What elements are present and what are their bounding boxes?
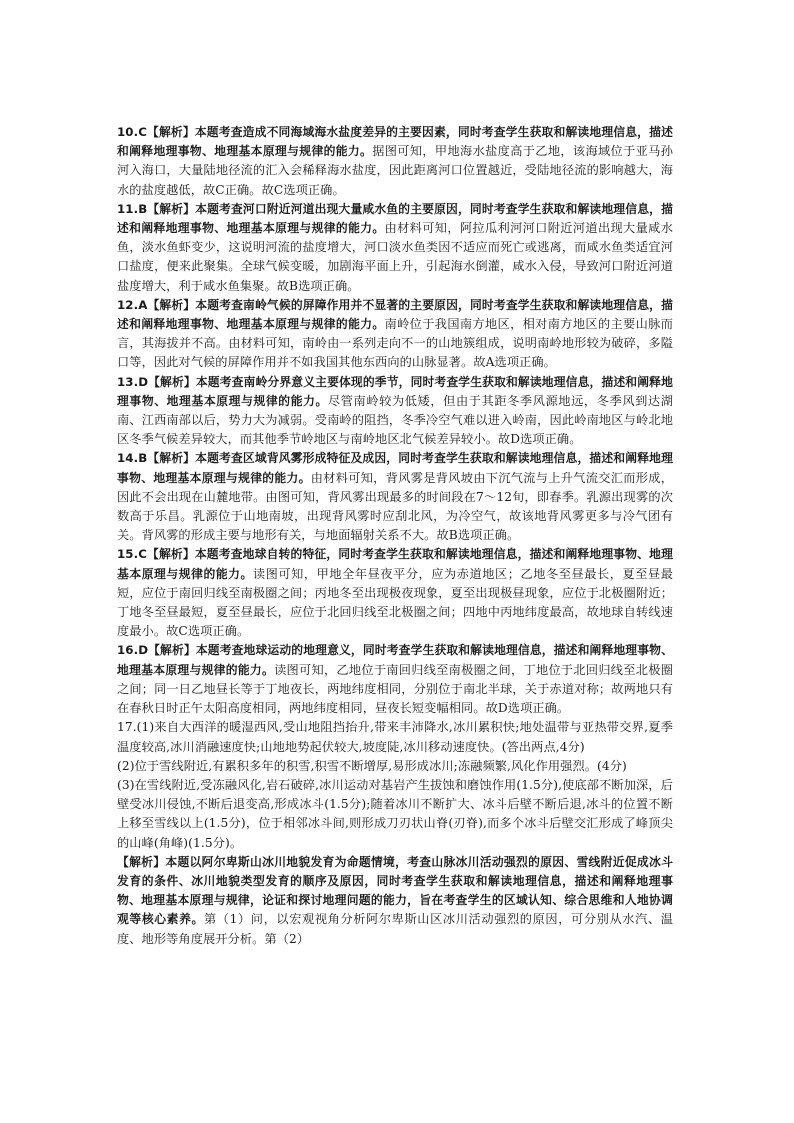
answer-17-analysis (117, 853, 673, 949)
answer-item-13 (117, 373, 673, 450)
item-head: 15.C【解析】 (117, 547, 195, 562)
item-key-point: 本题考查南岭分界意义主要体现的季节，同时考查学生获取和解读地理信息，描述和阐释地理事物、地理基本原理与规律的能力。 (117, 374, 673, 408)
item-explanation: 由材料可知，背风雾是背风坡由下沉气流与上升气流交汇而形成，因此不会出现在山麓地带。由图可知，背风雾出现最多的时间段在7～12旬，即春季。乳源出现雾的次数高于乐昌。乳源位于山地南坡，出现背风雾时应刮北风，为冷空气，故该地背风雾更多与冷气团有关。背风雾的形成主要与地形有关，与地面辐射关系不大。故B选项正确。 (117, 470, 673, 543)
item-explanation: 读图可知，乙地位于南回归线至南极圈之间，丁地位于北回归线至北极圈之间；同一日乙地昼长等于丁地夜长，两地纬度相同，分别位于南北半球，关于赤道对称；故两地只有在春秋日时正午太阳高度相同，两地纬度相同，昼夜长短变幅相同。故D选项正确。 (117, 662, 673, 716)
item-explanation: 据图可知，甲地海水盐度高于乙地，该海域位于亚马孙河入海口，大量陆地径流的汇入会稀释海水盐度，因此距离河口位置越近，受陆地径流的影响越大，海水的盐度越低，故C正确。故C选项正确。 (117, 144, 673, 197)
answer-item-11 (117, 200, 673, 296)
item-key-point: 本题考查河口附近河道出现大量咸水鱼的主要原因，同时考查学生获取和解读地理信息，描述和阐释地理事物、地理基本原理与规律的能力。 (117, 201, 673, 236)
answer-item-10 (117, 123, 673, 200)
item-key-point: 本题考查区域背风雾形成特征及成因，同时考查学生获取和解读地理信息，描述和阐释地理事物、地理基本原理与规律的能力。 (117, 451, 673, 485)
answer-item-14 (117, 449, 673, 545)
item-head: 16.D【解析】 (117, 643, 196, 658)
answer-17-part-1: 17.(1)来自大西洋的暖湿西风,受山地阻挡抬升,带来丰沛降水,冰川累积快;地处温带与亚热带交界,夏季温度较高,冰川消融速度快;山地地势起伏较大,坡度陡,冰川移动速度快。(答出两点,4分) (117, 720, 673, 754)
item-explanation: 南岭位于我国南方地区，相对南方地区的主要山脉而言，其海拔并不高。由材料可知，南岭由一系列走向不一的山地簇组成，说明南岭地形较为破碎，多隘口等，因此对气候的屏障作用并不如我国其他东西向的山脉显著。故A选项正确。 (117, 317, 673, 370)
item-key-point: 本题考查地球自转的特征，同时考查学生获取和解读地理信息，描述和阐释地理事物、地理基本原理与规律的能力。 (117, 547, 673, 581)
answer-17-part-2: (2)位于雪线附近,有累积多年的积雪,积雪不断增厚,易形成冰川;冻融频繁,风化作用强烈。(4分) (117, 758, 627, 773)
item-head: 13.D【解析】 (117, 374, 196, 389)
item-head: 11.B【解析】 (117, 201, 196, 216)
item-explanation: 由材料可知，阿拉瓜利河河口附近河道出现大量咸水鱼，淡水鱼虾变少，这说明河流的盐度增大，河口淡水鱼类因不适应而死亡或逃离，而咸水鱼类适宜河口盐度，便来此聚集。全球气候变暖，加剧海平面上升，引起海水倒灌，咸水入侵，导致河口附近河道盐度增大，利于咸水鱼集聚。故B选项正确。 (117, 221, 673, 293)
analysis-head: 【解析】 (117, 854, 166, 869)
item-head: 10.C【解析】 (117, 125, 195, 139)
item-explanation: 读图可知，甲地全年昼夜平分，应为赤道地区；乙地冬至昼最长，夏至昼最短，应位于南回归线至南极圈之间；丙地冬至出现极夜现象，夏至出现极昼现象，应位于北极圈附近；丁地冬至昼最短，夏至昼最长，应位于北回归线至北极圈之间；四地中丙地纬度最高，故地球自转线速度最小。故C选项正确。 (117, 566, 673, 639)
item-head: 12.A【解析】 (117, 297, 196, 312)
item-key-point: 本题考查地球运动的地理意义，同时考查学生获取和解读地理信息，描述和阐释地理事物、地理基本原理与规律的能力。 (117, 643, 673, 677)
item-head: 14.B【解析】 (117, 451, 196, 466)
analysis-key-point: 本题以阿尔卑斯山冰川地貌发育为命题情境，考查山脉冰川活动强烈的原因、雪线附近促成冰斗发育的条件、冰川地貌类型发育的顺序及原因，同时考查学生获取和解读地理信息，描述和阐释地理事物、地理基本原理与规律，论证和探讨地理问题的能力，旨在考查学生的区域认知、综合思维和人地协调观等核心素养。 (117, 854, 674, 927)
answer-item-15 (117, 545, 673, 641)
item-key-point: 本题考查南岭气候的屏障作用并不显著的主要原因，同时考查学生获取和解读地理信息，描述和阐释地理事物、地理基本原理与规律的能力。 (117, 297, 673, 332)
item-explanation: 尽管南岭较为低矮，但由于其距冬季风源地远，冬季风到达湖南、江西南部以后，势力大为减弱。受南岭的阻挡，冬季冷空气难以进入岭南，因此岭南地区与岭北地区冬季气候差异较大，而其他季节岭地区与南岭地区北气候差异较小。故D选项正确。 (117, 393, 674, 447)
answer-item-12 (117, 296, 673, 373)
answer-page (117, 123, 673, 949)
answer-item-16 (117, 641, 673, 718)
answer-17-part-3: (3)在雪线附近,受冻融风化,岩石破碎,冰川运动对基岩产生拔蚀和磨蚀作用(1.5分),使底部不断加深，后壁受冰川侵蚀,不断后退变高,形成冰斗(1.5分);随着冰川不断扩大、冰斗后壁不断后退,冰斗的位置不断上移至雪线以上(1.5分)，位于相邻冰斗间,则形成刀刃状山脊(刃脊),而多个冰斗后壁交汇形成了峰顶尖的山峰(角峰)(1.5分)。 (117, 777, 673, 850)
item-key-point: 本题考查造成不同海域海水盐度差异的主要因素，同时考查学生获取和解读地理信息，描述和阐释地理事物、地理基本原理与规律的能力。 (117, 125, 673, 159)
analysis-explanation: 第（1）问，以宏观视角分析阿尔卑斯山区冰川活动强烈的原因，可分别从水汽、温度、地形等角度展开分析。第（2） (117, 912, 673, 946)
